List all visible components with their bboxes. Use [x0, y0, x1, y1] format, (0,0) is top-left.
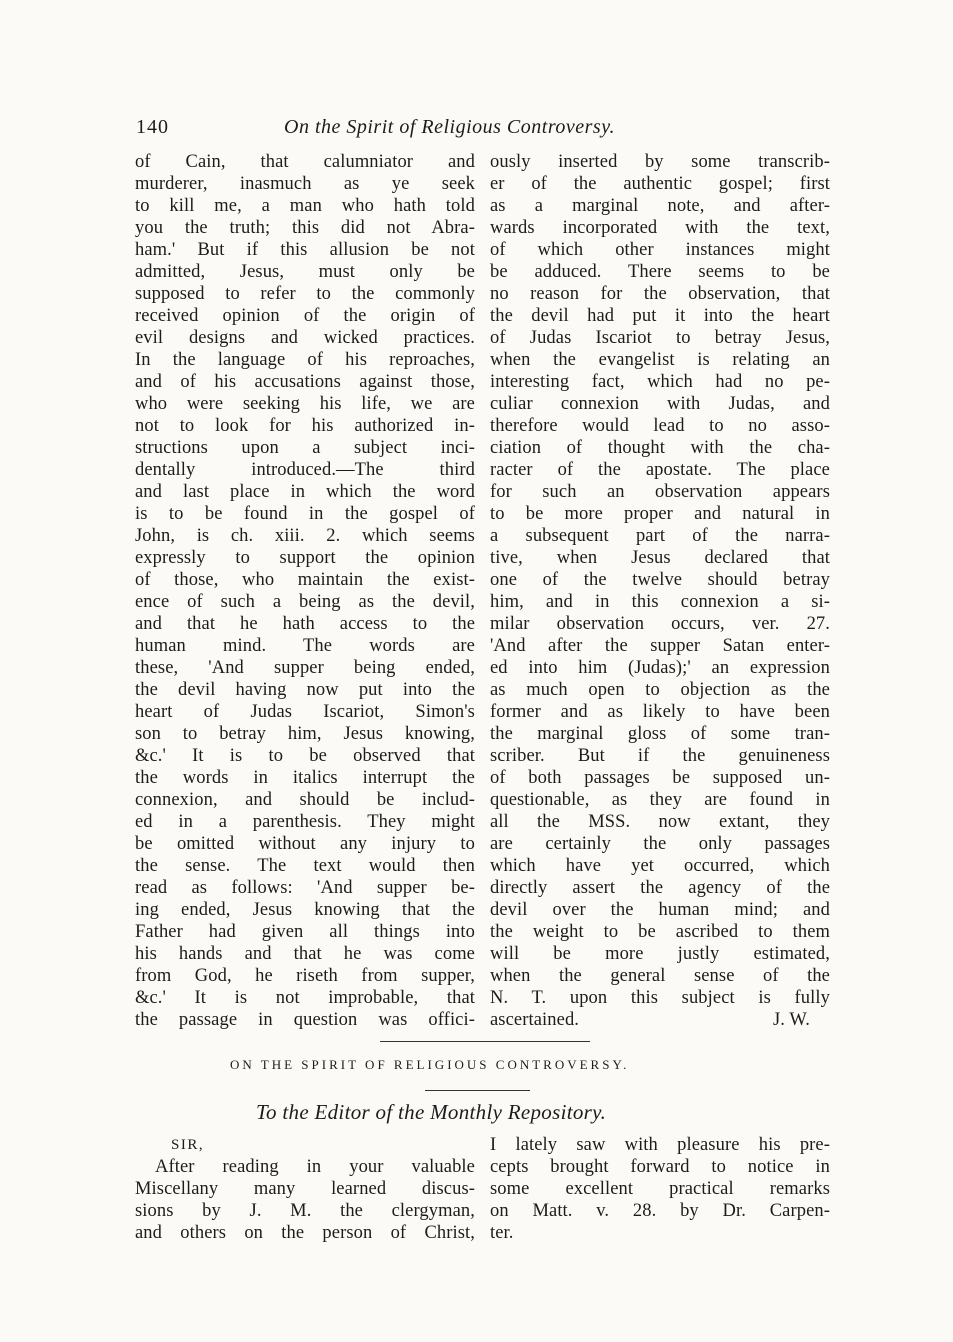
text-line: read as follows: 'And supper be- — [135, 878, 475, 898]
text-line: human mind. The words are — [135, 636, 475, 656]
text-line: Father had given all things into — [135, 922, 475, 942]
text-line: cepts brought forward to notice in — [490, 1157, 830, 1177]
text-line: John, is ch. xiii. 2. which seems — [135, 526, 475, 546]
text-line: be adduced. There seems to be — [490, 262, 830, 282]
text-line: tive, when Jesus declared that — [490, 548, 830, 568]
text-line: former and as likely to have been — [490, 702, 830, 722]
text-line: no reason for the observation, that — [490, 284, 830, 304]
text-line: ously inserted by some transcrib- — [490, 152, 830, 172]
text-line: be omitted without any injury to — [135, 834, 475, 854]
section-divider — [380, 1041, 590, 1042]
running-head — [136, 116, 836, 146]
text-line: son to betray him, Jesus knowing, — [135, 724, 475, 744]
signoff-initials: J. W. — [772, 1010, 810, 1030]
text-line: to be more proper and natural in — [490, 504, 830, 524]
text-line: to kill me, a man who hath told — [135, 196, 475, 216]
text-line: when the evangelist is relating an — [490, 350, 830, 370]
text-line: questionable, as they are found in — [490, 790, 830, 810]
text-line: ence of such a being as the devil, — [135, 592, 475, 612]
text-line: one of the twelve should betray — [490, 570, 830, 590]
text-line: of those, who maintain the exist- — [135, 570, 475, 590]
text-line: ham.' But if this allusion be not — [135, 240, 475, 260]
text-line: of Cain, that calumniator and — [135, 152, 475, 172]
text-line: After reading in your valuable — [155, 1157, 475, 1177]
text-line: of Judas Iscariot to betray Jesus, — [490, 328, 830, 348]
text-line: er of the authentic gospel; first — [490, 174, 830, 194]
text-line: of both passages be supposed un- — [490, 768, 830, 788]
text-line: and others on the person of Christ, — [135, 1223, 475, 1243]
text-line: the devil had put it into the heart — [490, 306, 830, 326]
text-line: not to look for his authorized in- — [135, 416, 475, 436]
text-line: ed in a parenthesis. They might — [135, 812, 475, 832]
text-line: his hands and that he was come — [135, 944, 475, 964]
text-line: &c.' It is not improbable, that — [135, 988, 475, 1008]
text-line: heart of Judas Iscariot, Simon's — [135, 702, 475, 722]
text-line: are certainly the only passages — [490, 834, 830, 854]
letter-left-column — [135, 1134, 475, 1244]
text-line: ed into him (Judas);' an expression — [490, 658, 830, 678]
text-line: for such an observation appears — [490, 482, 830, 502]
text-line: In the language of his reproaches, — [135, 350, 475, 370]
salutation: SIR, — [171, 1137, 205, 1153]
text-line: sions by J. M. the clergyman, — [135, 1201, 475, 1221]
right-column — [490, 151, 830, 1031]
section-title: ON THE SPIRIT OF RELIGIOUS CONTROVERSY. — [230, 1057, 630, 1072]
signoff-text: ascertained. — [490, 1010, 580, 1030]
text-line: N. T. upon this subject is fully — [490, 988, 830, 1008]
short-divider — [425, 1090, 530, 1091]
text-line: murderer, inasmuch as ye seek — [135, 174, 475, 194]
text-line: evil designs and wicked practices. — [135, 328, 475, 348]
text-line: 'And after the supper Satan enter- — [490, 636, 830, 656]
text-line: therefore would lead to no asso- — [490, 416, 830, 436]
text-line: as a marginal note, and after- — [490, 196, 830, 216]
text-line: who were seeking his life, we are — [135, 394, 475, 414]
running-title: On the Spirit of Religious Controversy. — [284, 116, 615, 138]
text-line: and of his accusations against those, — [135, 372, 475, 392]
text-line: ing ended, Jesus knowing that the — [135, 900, 475, 920]
text-line: structions upon a subject inci- — [135, 438, 475, 458]
text-line: the words in italics interrupt the — [135, 768, 475, 788]
text-line: of which other instances might — [490, 240, 830, 260]
text-line: which have yet occurred, which — [490, 856, 830, 876]
text-line: scriber. But if the genuineness — [490, 746, 830, 766]
text-line: received opinion of the origin of — [135, 306, 475, 326]
letter-right-column — [490, 1134, 830, 1244]
text-line: supposed to refer to the commonly — [135, 284, 475, 304]
text-line: and last place in which the word — [135, 482, 475, 502]
text-line: dentally introduced.—The third — [135, 460, 475, 480]
text-line: wards incorporated with the text, — [490, 218, 830, 238]
page-number: 140 — [136, 116, 169, 138]
text-line: the marginal gloss of some tran- — [490, 724, 830, 744]
text-line: from God, he riseth from supper, — [135, 966, 475, 986]
text-line: the passage in question was offici- — [135, 1010, 475, 1030]
text-line: I lately saw with pleasure his pre- — [490, 1135, 830, 1155]
text-line: connexion, and should be includ- — [135, 790, 475, 810]
text-line: is to be found in the gospel of — [135, 504, 475, 524]
text-line: will be more justly estimated, — [490, 944, 830, 964]
text-line: racter of the apostate. The place — [490, 460, 830, 480]
text-line: these, 'And supper being ended, — [135, 658, 475, 678]
text-line: ciation of thought with the cha- — [490, 438, 830, 458]
text-line: the weight to be ascribed to them — [490, 922, 830, 942]
left-column — [135, 151, 475, 1031]
text-line: admitted, Jesus, must only be — [135, 262, 475, 282]
text-line: interesting fact, which had no pe- — [490, 372, 830, 392]
text-line: the sense. The text would then — [135, 856, 475, 876]
text-line: devil over the human mind; and — [490, 900, 830, 920]
text-line: directly assert the agency of the — [490, 878, 830, 898]
text-line: Miscellany many learned discus- — [135, 1179, 475, 1199]
signoff-line — [490, 1009, 830, 1031]
text-line: you the truth; this did not Abra- — [135, 218, 475, 238]
text-line: a subsequent part of the narra- — [490, 526, 830, 546]
text-line: culiar connexion with Judas, and — [490, 394, 830, 414]
text-line: when the general sense of the — [490, 966, 830, 986]
text-line: and that he hath access to the — [135, 614, 475, 634]
text-line: him, and in this connexion a si- — [490, 592, 830, 612]
letter-heading: To the Editor of the Monthly Repository. — [256, 1100, 607, 1124]
text-line: the devil having now put into the — [135, 680, 475, 700]
text-line: milar observation occurs, ver. 27. — [490, 614, 830, 634]
text-line: ter. — [490, 1223, 514, 1243]
text-line: &c.' It is to be observed that — [135, 746, 475, 766]
text-line: on Matt. v. 28. by Dr. Carpen- — [490, 1201, 830, 1221]
text-line: expressly to support the opinion — [135, 548, 475, 568]
text-line: all the MSS. now extant, they — [490, 812, 830, 832]
text-line: some excellent practical remarks — [490, 1179, 830, 1199]
text-line: as much open to objection as the — [490, 680, 830, 700]
